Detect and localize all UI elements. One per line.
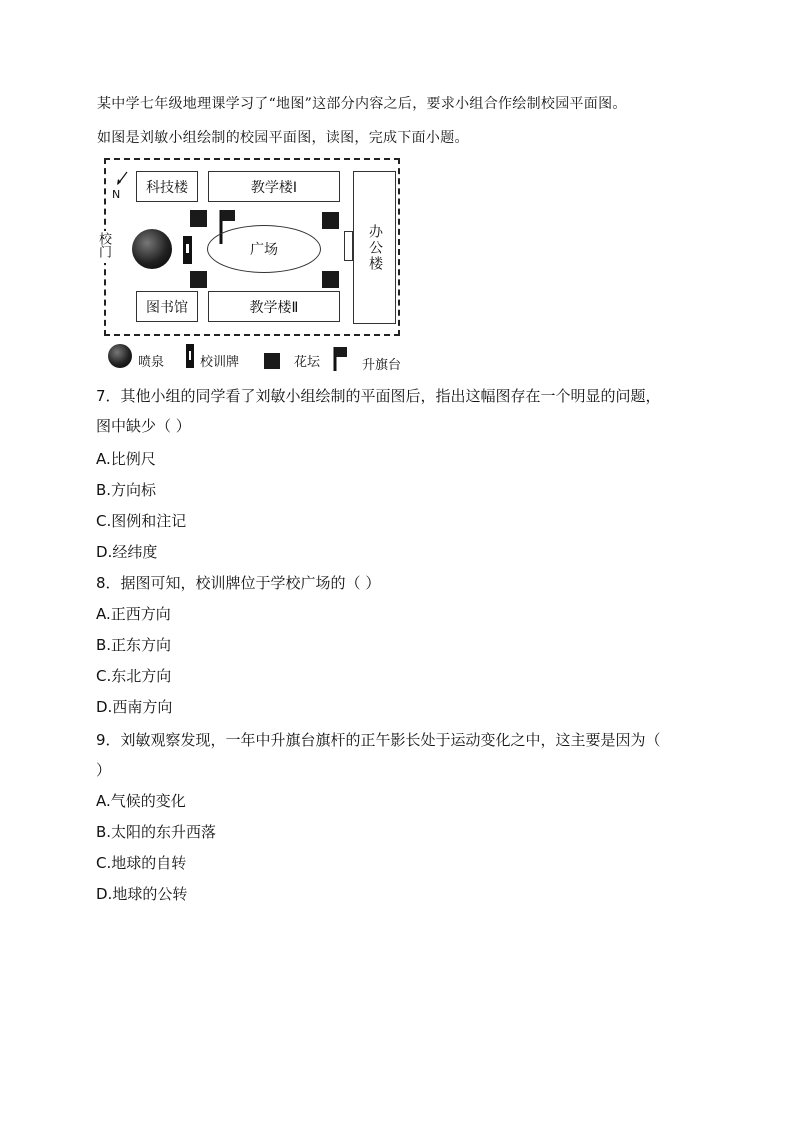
campus-map: [104, 158, 400, 336]
question-8-option-a: A.正西方向: [96, 605, 171, 623]
school-gate-label: 校门: [96, 231, 111, 263]
question-8-line-1: 8．据图可知，校训牌位于学校广场的（ ）: [96, 574, 381, 592]
legend-flowerbed-icon: [264, 353, 280, 369]
question-7-line-2: 图中缺少（ ）: [96, 417, 191, 435]
question-9-option-a: A.气候的变化: [96, 792, 186, 810]
question-7-line-1: 7．其他小组的同学看了刘敏小组绘制的平面图后，指出这幅图存在一个明显的问题，: [96, 387, 661, 405]
library-building: 图书馆: [136, 291, 198, 322]
flowerbed-icon: [190, 210, 207, 227]
motto-board-icon: [183, 236, 192, 264]
flowerbed-icon: [190, 271, 207, 288]
science-building: 科技楼: [136, 171, 198, 202]
question-9-line-1: 9．刘敏观察发现，一年中升旗台旗杆的正午影长处于运动变化之中，这主要是因为（: [96, 731, 661, 749]
flowerbed-icon: [322, 271, 339, 288]
question-7-option-b: B.方向标: [96, 481, 157, 499]
question-8-option-c: C.东北方向: [96, 667, 172, 685]
legend-fountain-label: 喷泉: [138, 355, 165, 370]
question-8-option-d: D.西南方向: [96, 698, 173, 716]
teaching-building-1: 教学楼Ⅰ: [208, 171, 340, 202]
question-9-line-2: ）: [96, 761, 112, 779]
question-9-option-d: D.地球的公转: [96, 885, 188, 903]
legend-fountain-icon: [108, 344, 132, 368]
north-arrow-icon: [115, 170, 129, 186]
intro-line-1: 某中学七年级地理课学习了“地图”这部分内容之后，要求小组合作绘制校园平面图。: [97, 96, 627, 112]
legend-flag-icon: [332, 346, 350, 372]
question-7-option-c: C.图例和注记: [96, 512, 187, 530]
legend-flowerbed-label: 花坛: [294, 355, 321, 370]
question-7-option-a: A.比例尺: [96, 450, 156, 468]
office-door: [344, 231, 353, 261]
legend-flag-label: 升旗台: [362, 358, 402, 373]
legend-motto-icon: [186, 344, 194, 368]
question-7-option-d: D.经纬度: [96, 543, 158, 561]
question-8-option-b: B.正东方向: [96, 636, 172, 654]
question-9-option-b: B.太阳的东升西落: [96, 823, 217, 841]
teaching-building-2: 教学楼Ⅱ: [208, 291, 340, 322]
square: [207, 225, 321, 273]
fountain-icon: [132, 229, 172, 269]
square-label: 广场: [250, 242, 278, 258]
intro-line-2: 如图是刘敏小组绘制的校园平面图，读图，完成下面小题。: [97, 130, 469, 146]
legend-motto-label: 校训牌: [200, 355, 240, 370]
question-9-option-c: C.地球的自转: [96, 854, 187, 872]
office-building: [353, 171, 396, 324]
flowerbed-icon: [322, 212, 339, 229]
north-label: N: [112, 188, 121, 201]
office-building-label: 办公楼: [367, 223, 383, 272]
